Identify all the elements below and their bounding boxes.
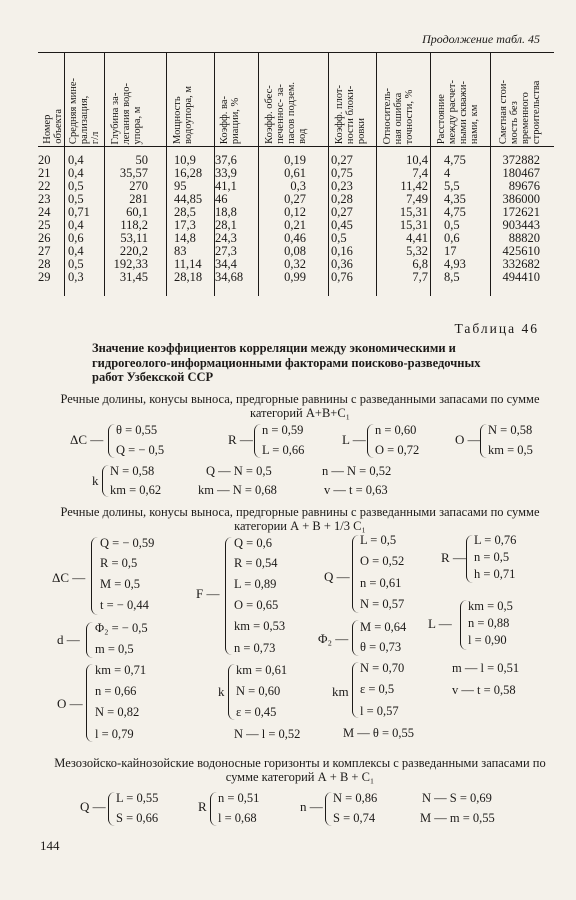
- column-header: Коэфф. плот- ности блоки- ровки: [334, 84, 367, 144]
- factor-label: ΔC —: [70, 432, 104, 447]
- table-row: [38, 153, 554, 167]
- correlation-value: Φ₂ = − 0,5: [95, 621, 148, 635]
- continuation-caption: Продолжение табл. 45: [422, 32, 540, 46]
- table-cell: 0,27: [331, 153, 353, 167]
- correlation-value: θ = 0,55: [116, 423, 158, 437]
- correlation-value: O = 0,52: [360, 554, 405, 568]
- table-cell: 4,75: [444, 153, 466, 167]
- correlation-value: S = 0,74: [333, 811, 376, 825]
- table-cell: 0,5: [444, 218, 460, 232]
- table-cell: 28,1: [215, 218, 237, 232]
- correlation-pair: N — S = 0,69: [422, 791, 492, 805]
- table-caption: Таблица 46: [454, 321, 539, 336]
- correlation-value: Q = − 0,5: [116, 443, 165, 457]
- table-top-rule: [38, 52, 554, 53]
- factor-label: R —: [228, 432, 253, 447]
- correlation-value: L = 0,76: [474, 533, 517, 547]
- table-cell: 220,2: [119, 244, 148, 258]
- table-cell: 28,18: [174, 270, 203, 284]
- table-cell: 26: [38, 231, 51, 245]
- table-cell: 0,75: [331, 166, 353, 180]
- table-title: Значение коэффициентов корреляции между экономическими и гидрогеолого-информационными факторами поисково-разведочных работ Узбекской ССР: [92, 341, 481, 384]
- table-cell: 0,76: [331, 270, 353, 284]
- table-cell: 0,5: [68, 257, 84, 271]
- table-cell: 95: [174, 179, 187, 193]
- table-cell: 7,4: [412, 166, 428, 180]
- table-cell: 180467: [502, 166, 540, 180]
- table-cell: 24: [38, 205, 51, 219]
- table-cell: 34,68: [215, 270, 244, 284]
- table-cell: 17: [444, 244, 457, 258]
- table-cell: 16,28: [174, 166, 203, 180]
- correlation-value: L = 0,5: [360, 533, 397, 547]
- table-cell: 6,8: [412, 257, 428, 271]
- table-row: [38, 218, 554, 232]
- table-cell: 83: [174, 244, 187, 258]
- correlation-pair: M — θ = 0,55: [343, 726, 415, 740]
- factor-label: F —: [196, 586, 220, 601]
- factor-label: Q —: [80, 799, 106, 814]
- section-heading: Мезозойско-кайнозойские водоносные горизонты и комплексы с разведанными запасами по сумме категорий А + В + С₁: [54, 756, 546, 784]
- correlation-value: n = 0,51: [218, 791, 260, 805]
- correlation-value: N = 0,70: [360, 661, 405, 675]
- section-heading: Речные долины, конусы выноса, предгорные равнины с разведанными запасами по сумме категории А + В + 1/3 С₁: [60, 505, 540, 533]
- table-row: [38, 192, 554, 206]
- table-cell: 494410: [502, 270, 540, 284]
- brace: [228, 664, 235, 720]
- table-cell: 0,16: [331, 244, 353, 258]
- brace: [254, 424, 261, 458]
- correlation-value: km = 0,71: [95, 663, 147, 677]
- correlation-pair: v — t = 0,58: [452, 683, 516, 697]
- table-cell: 0,4: [68, 153, 84, 167]
- table-cell: 0,6: [444, 231, 460, 245]
- table-cell: 0,27: [284, 192, 306, 206]
- factor-label: k: [92, 473, 99, 488]
- table-cell: 28: [38, 257, 51, 271]
- factor-label: ΔC —: [52, 570, 86, 585]
- correlation-pair: M — m = 0,55: [420, 811, 495, 825]
- correlation-pair: Q — N = 0,5: [206, 464, 272, 478]
- table-cell: 5,5: [444, 179, 460, 193]
- table-cell: 0,5: [68, 179, 84, 193]
- correlation-value: L = 0,89: [234, 577, 277, 591]
- table-row: [38, 166, 554, 180]
- table-cell: 28,5: [174, 205, 196, 219]
- correlation-value: S = 0,66: [116, 811, 159, 825]
- correlation-value: Q = 0,6: [234, 536, 272, 550]
- table-cell: 0,4: [68, 166, 84, 180]
- table-cell: 4,93: [444, 257, 466, 271]
- table-cell: 27: [38, 244, 51, 258]
- table-cell: 0,12: [284, 205, 306, 219]
- table-cell: 0,28: [331, 192, 353, 206]
- brace: [352, 620, 359, 656]
- table-cell: 60,1: [126, 205, 148, 219]
- table-cell: 22: [38, 179, 51, 193]
- correlation-value: n = 0,66: [95, 684, 137, 698]
- factor-label: L —: [342, 432, 366, 447]
- table-cell: 34,4: [215, 257, 237, 271]
- table-cell: 35,57: [119, 166, 148, 180]
- table-cell: 41,1: [215, 179, 237, 193]
- page-number: 144: [40, 838, 60, 853]
- brace: [480, 424, 487, 458]
- table-cell: 27,3: [215, 244, 237, 258]
- correlation-value: N = 0,60: [236, 684, 281, 698]
- correlation-value: n = 0,59: [262, 423, 304, 437]
- table-cell: 0,5: [331, 231, 347, 245]
- column-header: Коэфф. обес- печеннос- за- пасов подзем. вод: [264, 82, 308, 144]
- correlation-value: N = 0,58: [488, 423, 533, 437]
- brace: [325, 792, 332, 826]
- correlation-value: Q = − 0,59: [100, 536, 155, 550]
- table-cell: 372882: [502, 153, 540, 167]
- table-cell: 21: [38, 166, 51, 180]
- table-cell: 0,46: [284, 231, 306, 245]
- table-cell: 0,4: [68, 244, 84, 258]
- table-cell: 23: [38, 192, 51, 206]
- table-cell: 5,32: [406, 244, 428, 258]
- brace: [460, 600, 467, 650]
- table-header: [38, 54, 554, 144]
- table-cell: 53,11: [120, 231, 148, 245]
- table-cell: 7,49: [406, 192, 428, 206]
- table-cell: 8,5: [444, 270, 460, 284]
- table-cell: 4: [444, 166, 451, 180]
- correlation-value: O = 0,72: [375, 443, 420, 457]
- table-cell: 15,31: [399, 205, 428, 219]
- correlation-pair: n — N = 0,52: [322, 464, 392, 478]
- correlation-value: h = 0,71: [474, 567, 516, 581]
- table-cell: 281: [129, 192, 148, 206]
- table-row: [38, 179, 554, 193]
- correlation-value: km = 0,5: [468, 599, 513, 613]
- correlation-value: ε = 0,5: [360, 682, 395, 696]
- correlation-pair: km — N = 0,68: [198, 483, 277, 497]
- table-cell: 0,21: [284, 218, 306, 232]
- column-header: Средняя мине- рализация, г/л: [68, 77, 101, 144]
- table-cell: 0,5: [68, 192, 84, 206]
- table-row: [38, 205, 554, 219]
- correlation-value: t = − 0,44: [100, 598, 149, 612]
- factor-label: Φ₂ —: [318, 631, 349, 646]
- table-cell: 33,9: [215, 166, 237, 180]
- brace: [108, 792, 115, 826]
- brace: [352, 535, 359, 613]
- table-cell: 0,6: [68, 231, 84, 245]
- correlation-value: l = 0,79: [95, 727, 134, 741]
- column-header: Сметная стои- мость без временного строительства: [498, 79, 542, 144]
- column-header: Расстояние между расчет- ными скважи- нами, км: [436, 79, 480, 144]
- correlation-value: O = 0,65: [234, 598, 279, 612]
- brace: [367, 424, 374, 458]
- column-header: Глубина за- легания водо- упора, м: [110, 82, 143, 144]
- column-header: Номер объекта: [42, 109, 64, 144]
- factor-label: Q —: [324, 569, 350, 584]
- factor-label: k: [218, 684, 225, 699]
- correlation-value: l = 0,68: [218, 811, 257, 825]
- correlation-pair: m — l = 0,51: [452, 661, 520, 675]
- factor-label: n —: [300, 799, 323, 814]
- correlation-value: n = 0,61: [360, 576, 402, 590]
- brace: [352, 662, 359, 718]
- table-cell: 0,99: [284, 270, 306, 284]
- brace: [108, 424, 115, 458]
- correlation-value: km = 0,5: [488, 443, 533, 457]
- table-cell: 0,23: [331, 179, 353, 193]
- brace: [86, 664, 93, 742]
- table-cell: 270: [129, 179, 148, 193]
- factor-label: d —: [57, 632, 80, 647]
- factor-label: R: [198, 799, 207, 814]
- factor-label: R —: [441, 550, 466, 565]
- table-cell: 172621: [502, 205, 540, 219]
- table-cell: 10,9: [174, 153, 196, 167]
- table-cell: 20: [38, 153, 51, 167]
- table-row: [38, 244, 554, 258]
- correlation-value: km = 0,53: [234, 619, 286, 633]
- brace: [210, 792, 217, 826]
- factor-label: km: [332, 684, 349, 699]
- table-cell: 17,3: [174, 218, 196, 232]
- table-cell: 11,42: [400, 179, 428, 193]
- table-cell: 0,3: [68, 270, 84, 284]
- correlation-value: M = 0,64: [360, 620, 407, 634]
- table-cell: 14,8: [174, 231, 196, 245]
- table-cell: 10,4: [406, 153, 428, 167]
- correlation-value: ε = 0,45: [236, 705, 277, 719]
- table-header-rule: [38, 146, 554, 147]
- table-cell: 31,45: [119, 270, 148, 284]
- factor-label: L —: [428, 616, 452, 631]
- table-cell: 386000: [502, 192, 540, 206]
- table-cell: 29: [38, 270, 51, 284]
- correlation-value: N = 0,58: [110, 464, 155, 478]
- correlation-value: R = 0,5: [100, 556, 138, 570]
- table-cell: 903443: [502, 218, 540, 232]
- correlation-value: θ = 0,73: [360, 640, 402, 654]
- correlation-value: L = 0,66: [262, 443, 305, 457]
- factor-label: O —: [57, 696, 83, 711]
- correlation-value: n = 0,60: [375, 423, 417, 437]
- table-cell: 4,41: [406, 231, 428, 245]
- table-cell: 25: [38, 218, 51, 232]
- table-cell: 0,61: [284, 166, 306, 180]
- correlation-value: l = 0,90: [468, 633, 507, 647]
- table-cell: 0,71: [68, 205, 90, 219]
- correlation-value: km = 0,62: [110, 483, 162, 497]
- table-cell: 0,19: [284, 153, 306, 167]
- correlation-value: n = 0,88: [468, 616, 510, 630]
- table-cell: 18,8: [215, 205, 237, 219]
- correlation-value: M = 0,5: [100, 577, 141, 591]
- section-heading: Речные долины, конусы выноса, предгорные равнины с разведанными запасами по сумме категорий А+В+С₁: [60, 392, 540, 420]
- table-row: [38, 270, 554, 284]
- brace: [102, 465, 109, 497]
- table-cell: 4,35: [444, 192, 466, 206]
- correlation-pair: v — t = 0,63: [324, 483, 388, 497]
- brace: [225, 537, 232, 655]
- table-cell: 88820: [508, 231, 540, 245]
- correlation-value: m = 0,5: [95, 642, 134, 656]
- correlation-value: n = 0,5: [474, 550, 510, 564]
- correlation-value: L = 0,55: [116, 791, 159, 805]
- correlation-value: R = 0,54: [234, 556, 278, 570]
- correlation-value: N = 0,57: [360, 597, 405, 611]
- table-cell: 0,08: [284, 244, 306, 258]
- correlation-value: n = 0,73: [234, 641, 276, 655]
- table-cell: 192,33: [113, 257, 148, 271]
- brace: [91, 537, 98, 615]
- table-cell: 7,7: [412, 270, 428, 284]
- table-cell: 118,2: [120, 218, 148, 232]
- table-cell: 24,3: [215, 231, 237, 245]
- column-header: Мощность водоупора, м: [172, 86, 194, 144]
- correlation-value: N = 0,86: [333, 791, 378, 805]
- table-row: [38, 231, 554, 245]
- brace: [466, 535, 473, 583]
- table-cell: 0,3: [290, 179, 306, 193]
- table-cell: 50: [135, 153, 148, 167]
- factor-label: O —: [455, 432, 481, 447]
- table-cell: 37,6: [215, 153, 237, 167]
- table-cell: 0,4: [68, 218, 84, 232]
- correlation-value: km = 0,61: [236, 663, 288, 677]
- table-cell: 11,14: [174, 257, 202, 271]
- table-row: [38, 257, 554, 271]
- table-cell: 4,75: [444, 205, 466, 219]
- table-cell: 0,36: [331, 257, 353, 271]
- table-cell: 44,85: [174, 192, 203, 206]
- column-header: Относитель- ная ошибка точности, %: [382, 87, 415, 144]
- table-cell: 332682: [502, 257, 540, 271]
- table-cell: 0,45: [331, 218, 353, 232]
- table-cell: 0,27: [331, 205, 353, 219]
- brace: [86, 622, 93, 658]
- table-cell: 425610: [502, 244, 540, 258]
- correlation-value: l = 0,57: [360, 704, 399, 718]
- table-cell: 15,31: [399, 218, 428, 232]
- column-header: Коэфф. ва- риации, %: [219, 95, 241, 144]
- table-cell: 89676: [508, 179, 540, 193]
- table-cell: 46: [215, 192, 228, 206]
- correlation-pair: N — l = 0,52: [234, 727, 301, 741]
- correlation-value: N = 0,82: [95, 705, 140, 719]
- table-cell: 0,32: [284, 257, 306, 271]
